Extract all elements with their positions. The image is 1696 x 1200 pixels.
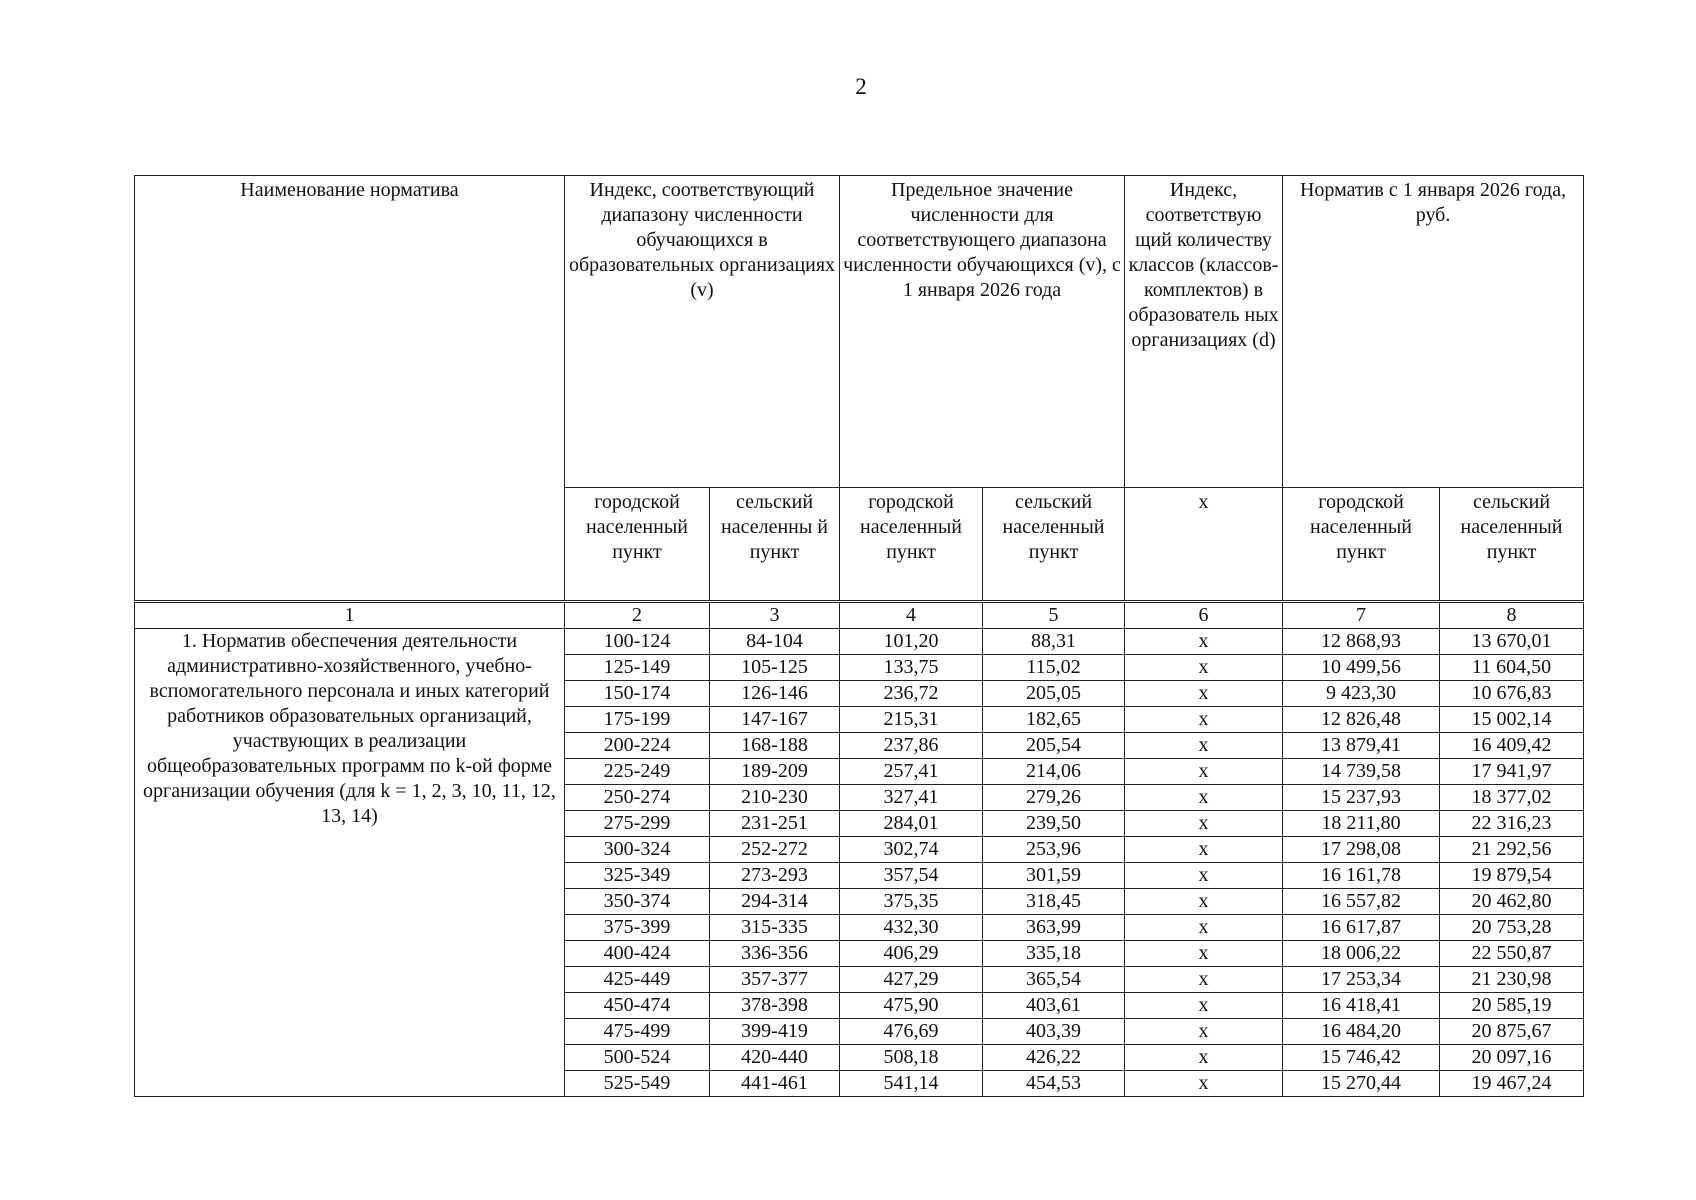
table-cell: x <box>1125 811 1283 837</box>
table-cell: 378-398 <box>710 993 840 1019</box>
table-cell: 301,59 <box>983 863 1125 889</box>
table-cell: 400-424 <box>565 941 710 967</box>
table-cell: 12 826,48 <box>1283 707 1440 733</box>
table-cell: 115,02 <box>983 655 1125 681</box>
table-cell: 150-174 <box>565 681 710 707</box>
table-cell: 432,30 <box>840 915 983 941</box>
table-cell: 133,75 <box>840 655 983 681</box>
table-cell: x <box>1125 629 1283 655</box>
column-number: 1 <box>135 602 565 629</box>
table-cell: 325-349 <box>565 863 710 889</box>
table-cell: x <box>1125 889 1283 915</box>
table-cell: 125-149 <box>565 655 710 681</box>
column-number-row <box>135 602 1584 629</box>
table-cell: x <box>1125 863 1283 889</box>
table-cell: 200-224 <box>565 733 710 759</box>
table-cell: 17 941,97 <box>1440 759 1584 785</box>
table-cell: 17 298,08 <box>1283 837 1440 863</box>
table-cell: 253,96 <box>983 837 1125 863</box>
table-cell: 10 499,56 <box>1283 655 1440 681</box>
table-cell: 205,05 <box>983 681 1125 707</box>
table-cell: 441-461 <box>710 1071 840 1097</box>
page-number: 2 <box>855 74 867 99</box>
table-cell: 17 253,34 <box>1283 967 1440 993</box>
subheader-x: x <box>1125 488 1283 602</box>
table-cell: 365,54 <box>983 967 1125 993</box>
table-body <box>135 602 1584 1097</box>
table-cell: 508,18 <box>840 1045 983 1071</box>
table-cell: 105-125 <box>710 655 840 681</box>
table-cell: x <box>1125 1071 1283 1097</box>
table-cell: 420-440 <box>710 1045 840 1071</box>
table-cell: 15 002,14 <box>1440 707 1584 733</box>
table-cell: 327,41 <box>840 785 983 811</box>
table-cell: 16 617,87 <box>1283 915 1440 941</box>
table-cell: 16 418,41 <box>1283 993 1440 1019</box>
table-cell: 403,39 <box>983 1019 1125 1045</box>
subheader-urban-index: городской населенный пункт <box>565 488 710 602</box>
table-cell: 406,29 <box>840 941 983 967</box>
table-cell: 239,50 <box>983 811 1125 837</box>
table-cell: x <box>1125 759 1283 785</box>
normative-name-cell: 1. Норматив обеспечения деятельности административно-хозяйственного, учебно-вспомогательного персонала и иных категорий работников образовательных организаций, участвующих в реализации общеобразовательных программ по k-ой форме организации обучения (для k = 1, 2, 3, 10, 11, 12, 13, 14) <box>135 629 565 1097</box>
table-row <box>135 629 1584 655</box>
table-cell: 315-335 <box>710 915 840 941</box>
table-cell: 22 316,23 <box>1440 811 1584 837</box>
table-cell: 250-274 <box>565 785 710 811</box>
table-cell: 363,99 <box>983 915 1125 941</box>
column-number: 3 <box>710 602 840 629</box>
column-number: 8 <box>1440 602 1584 629</box>
table-cell: x <box>1125 785 1283 811</box>
table-cell: 350-374 <box>565 889 710 915</box>
table-cell: 15 237,93 <box>1283 785 1440 811</box>
table-cell: 294-314 <box>710 889 840 915</box>
table-cell: 426,22 <box>983 1045 1125 1071</box>
table-cell: 18 006,22 <box>1283 941 1440 967</box>
table-cell: 525-549 <box>565 1071 710 1097</box>
table-cell: x <box>1125 1019 1283 1045</box>
table-cell: 20 875,67 <box>1440 1019 1584 1045</box>
table-cell: 236,72 <box>840 681 983 707</box>
table-cell: 20 097,16 <box>1440 1045 1584 1071</box>
table-cell: 16 557,82 <box>1283 889 1440 915</box>
table-cell: 399-419 <box>710 1019 840 1045</box>
column-number: 7 <box>1283 602 1440 629</box>
table-cell: 427,29 <box>840 967 983 993</box>
table-cell: 11 604,50 <box>1440 655 1584 681</box>
table-cell: 475,90 <box>840 993 983 1019</box>
table-cell: 147-167 <box>710 707 840 733</box>
table-cell: 225-249 <box>565 759 710 785</box>
table-cell: 375-399 <box>565 915 710 941</box>
table-cell: 275-299 <box>565 811 710 837</box>
table-cell: 18 377,02 <box>1440 785 1584 811</box>
table-cell: x <box>1125 655 1283 681</box>
table-cell: 21 230,98 <box>1440 967 1584 993</box>
table-cell: 21 292,56 <box>1440 837 1584 863</box>
table-cell: 88,31 <box>983 629 1125 655</box>
table-cell: 375,35 <box>840 889 983 915</box>
table-cell: 252-272 <box>710 837 840 863</box>
table-cell: 9 423,30 <box>1283 681 1440 707</box>
subheader-rural-normative: сельский населенный пункт <box>1440 488 1584 602</box>
table-cell: 15 270,44 <box>1283 1071 1440 1097</box>
table-cell: 214,06 <box>983 759 1125 785</box>
table-cell: 19 879,54 <box>1440 863 1584 889</box>
header-index-range: Индекс, соответствующий диапазону численности обучающихся в образовательных организациях (v) <box>565 176 840 488</box>
table-cell: 13 670,01 <box>1440 629 1584 655</box>
table-cell: 12 868,93 <box>1283 629 1440 655</box>
column-number: 5 <box>983 602 1125 629</box>
table-cell: 475-499 <box>565 1019 710 1045</box>
table-cell: 13 879,41 <box>1283 733 1440 759</box>
table-cell: 175-199 <box>565 707 710 733</box>
normative-table <box>134 175 1584 1097</box>
table-cell: 284,01 <box>840 811 983 837</box>
table-cell: x <box>1125 1045 1283 1071</box>
table-cell: x <box>1125 941 1283 967</box>
table-cell: x <box>1125 837 1283 863</box>
table-cell: 16 161,78 <box>1283 863 1440 889</box>
table-cell: 20 462,80 <box>1440 889 1584 915</box>
table-cell: x <box>1125 681 1283 707</box>
table-cell: 19 467,24 <box>1440 1071 1584 1097</box>
table-cell: 14 739,58 <box>1283 759 1440 785</box>
subheader-urban-normative: городской населенный пункт <box>1283 488 1440 602</box>
table-cell: x <box>1125 915 1283 941</box>
table-cell: 500-524 <box>565 1045 710 1071</box>
header-index-classes: Индекс, соответствую щий количеству классов (классов-комплектов) в образователь ных организациях (d) <box>1125 176 1283 488</box>
table-cell: 335,18 <box>983 941 1125 967</box>
table-cell: 541,14 <box>840 1071 983 1097</box>
table-cell: 300-324 <box>565 837 710 863</box>
header-normative-name: Наименование норматива <box>135 176 565 602</box>
table-cell: 476,69 <box>840 1019 983 1045</box>
table-cell: 84-104 <box>710 629 840 655</box>
subheader-rural-limit: сельский населенный пункт <box>983 488 1125 602</box>
table-cell: 403,61 <box>983 993 1125 1019</box>
table-cell: 336-356 <box>710 941 840 967</box>
table-cell: 425-449 <box>565 967 710 993</box>
table-cell: x <box>1125 733 1283 759</box>
table-cell: 168-188 <box>710 733 840 759</box>
subheader-rural-index: сельский населенны й пункт <box>710 488 840 602</box>
table-cell: 15 746,42 <box>1283 1045 1440 1071</box>
table-cell: 101,20 <box>840 629 983 655</box>
column-number: 6 <box>1125 602 1283 629</box>
header-limit-value: Предельное значение численности для соответствующего диапазона численности обучающихся (v), с 1 января 2026 года <box>840 176 1125 488</box>
table-cell: 126-146 <box>710 681 840 707</box>
table-cell: 450-474 <box>565 993 710 1019</box>
table-cell: 318,45 <box>983 889 1125 915</box>
table-cell: 357,54 <box>840 863 983 889</box>
column-number: 2 <box>565 602 710 629</box>
table-cell: 182,65 <box>983 707 1125 733</box>
table-cell: 454,53 <box>983 1071 1125 1097</box>
header-normative-value: Норматив с 1 января 2026 года, руб. <box>1283 176 1584 488</box>
table-cell: 273-293 <box>710 863 840 889</box>
table-cell: 215,31 <box>840 707 983 733</box>
table-cell: 22 550,87 <box>1440 941 1584 967</box>
table-header <box>135 176 1584 602</box>
table-cell: 16 409,42 <box>1440 733 1584 759</box>
table-cell: 100-124 <box>565 629 710 655</box>
table-cell: 257,41 <box>840 759 983 785</box>
table-cell: 205,54 <box>983 733 1125 759</box>
column-number: 4 <box>840 602 983 629</box>
table-cell: 20 753,28 <box>1440 915 1584 941</box>
table-cell: x <box>1125 707 1283 733</box>
table-cell: 237,86 <box>840 733 983 759</box>
table-cell: 16 484,20 <box>1283 1019 1440 1045</box>
table-cell: 20 585,19 <box>1440 993 1584 1019</box>
table-cell: 189-209 <box>710 759 840 785</box>
subheader-urban-limit: городской населенный пункт <box>840 488 983 602</box>
table-cell: 18 211,80 <box>1283 811 1440 837</box>
table-cell: x <box>1125 993 1283 1019</box>
table-cell: 357-377 <box>710 967 840 993</box>
table-cell: 279,26 <box>983 785 1125 811</box>
table-cell: x <box>1125 967 1283 993</box>
table-cell: 10 676,83 <box>1440 681 1584 707</box>
table-cell: 231-251 <box>710 811 840 837</box>
table-cell: 210-230 <box>710 785 840 811</box>
table-cell: 302,74 <box>840 837 983 863</box>
